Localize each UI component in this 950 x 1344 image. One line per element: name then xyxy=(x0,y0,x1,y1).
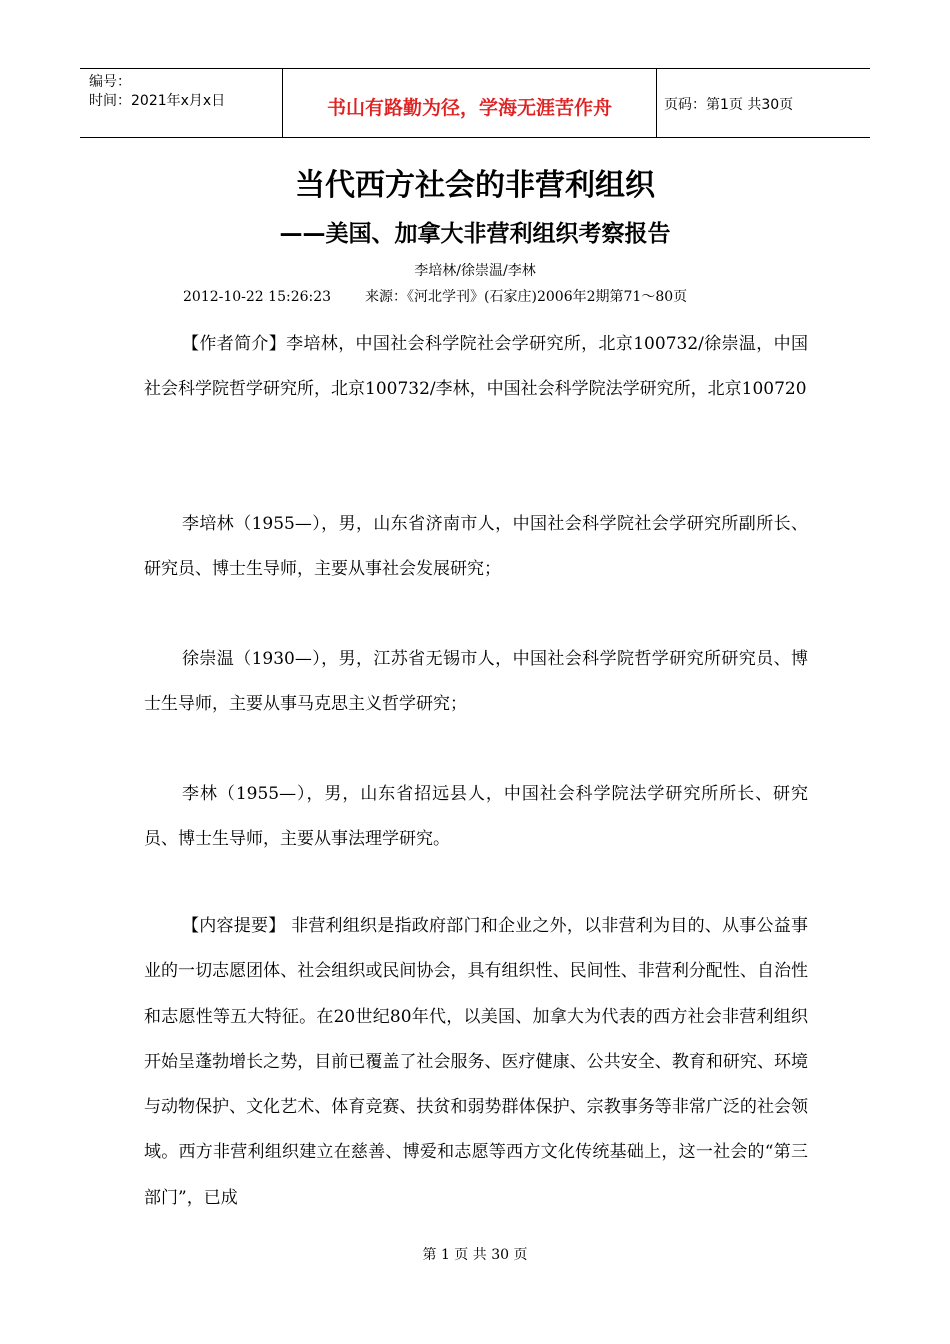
code-label: 编号： xyxy=(89,74,131,90)
page-info: 页码：第1页 共30页 xyxy=(664,97,794,113)
document-header xyxy=(80,68,870,138)
header-page-cell xyxy=(657,69,870,137)
document-title: 当代西方社会的非营利组织 xyxy=(295,168,655,203)
authors-line: 李培林/徐崇温/李林 xyxy=(414,263,536,279)
author-bio-paragraph: 徐崇温（1930—），男，江苏省无锡市人，中国社会科学院哲学研究所研究员、博士生导师，主要从事马克思主义哲学研究； xyxy=(144,649,808,715)
source-info: 来源：《河北学刊》(石家庄)2006年2期第71～80页 xyxy=(365,289,688,305)
author-bio-paragraph: 李培林（1955—），男，山东省济南市人，中国社会科学院社会学研究所副所长、研究员、博士生导师，主要从事社会发展研究； xyxy=(144,514,808,580)
header-motto-cell xyxy=(282,69,657,137)
page-footer: 第 1 页 共 30 页 xyxy=(422,1247,528,1263)
author-bio-paragraph: 李林（1955—），男，山东省招远县人，中国社会科学院法学研究所所长、研究员、博士生导师，主要从事法理学研究。 xyxy=(144,784,808,850)
author-intro-paragraph: 【作者简介】李培林，中国社会科学院社会学研究所，北京100732/徐崇温，中国社会科学院哲学研究所，北京100732/李林，中国社会科学院法学研究所，北京100720 xyxy=(144,334,808,400)
motto-text: 书山有路勤为径，学海无涯苦作舟 xyxy=(326,96,612,119)
header-info-cell xyxy=(80,69,282,137)
document-subtitle: ——美国、加拿大非营利组织考察报告 xyxy=(279,221,671,247)
time-label: 时间：2021年x月x日 xyxy=(89,93,226,109)
meta-line xyxy=(183,288,687,306)
publish-datetime: 2012-10-22 15:26:23 xyxy=(183,289,332,305)
abstract-paragraph: 【内容提要】 非营利组织是指政府部门和企业之外，以非营利为目的、从事公益事业的一切志愿团体、社会组织或民间协会，具有组织性、民间性、非营利分配性、自治性和志愿性等五大特征。在20世纪80年代，以美国、加拿大为代表的西方社会非营利组织开始呈蓬勃增长之势，目前已覆盖了社会服务、医疗健康、公共安全、教育和研究、环境与动物保护、文化艺术、体育竞赛、扶贫和弱势群体保护、宗教事务等非常广泛的社会领域。西方非营利组织建立在慈善、博爱和志愿等西方文化传统基础上，这一社会的“第三部门”，已成 xyxy=(144,916,808,1208)
